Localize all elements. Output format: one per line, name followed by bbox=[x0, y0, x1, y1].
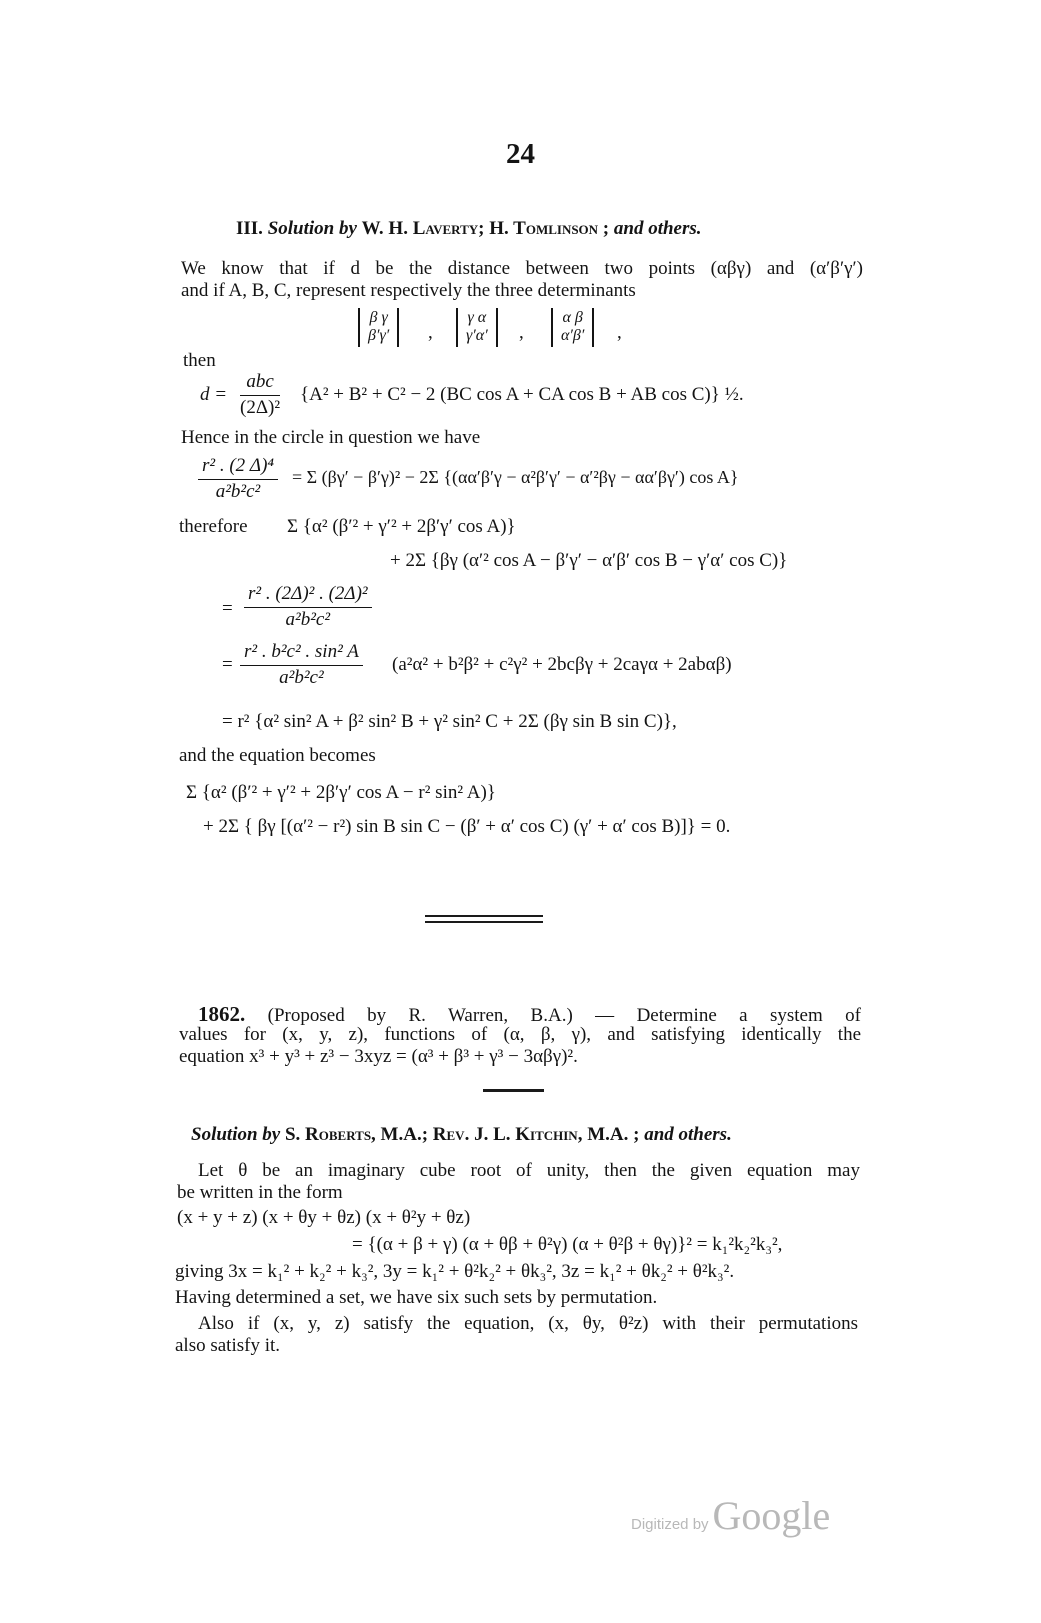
equation-5-rhs: (a²α² + b²β² + c²γ² + 2bcβγ + 2caγα + 2abαβ) bbox=[392, 654, 732, 675]
problem-text: (Proposed by R. Warren, B.A.) — Determine a system of bbox=[267, 1005, 861, 1026]
paragraph-line: and the equation becomes bbox=[179, 745, 376, 766]
heading-authors: W. H. Laverty; H. Tomlinson ; bbox=[361, 218, 610, 239]
equation-2-fraction bbox=[198, 455, 278, 503]
problem-number: 1862. bbox=[198, 1002, 246, 1026]
equation-d-rhs: {A² + B² + C² − 2 (BC cos A + CA cos B + AB cos C)} ½. bbox=[300, 384, 744, 405]
heading-others: and others. bbox=[613, 218, 702, 239]
det-bottom: γ′α′ bbox=[466, 327, 488, 345]
det-top: γ α bbox=[467, 309, 487, 326]
equation-giving: giving 3x = k₁² + k₂² + k₃², 3y = k₁² + θ²k₂² + θk₃², 3z = k₁² + θk₂² + θ²k₃². bbox=[175, 1261, 735, 1282]
det-bottom: α′β′ bbox=[561, 327, 585, 345]
comma: , bbox=[428, 322, 433, 343]
separator-rule-bottom bbox=[425, 921, 543, 923]
paragraph-line: also satisfy it. bbox=[175, 1335, 281, 1356]
text-therefore: therefore bbox=[179, 516, 248, 537]
equation-roberts-1: (x + y + z) (x + θy + θz) (x + θ²y + θz) bbox=[177, 1207, 471, 1228]
determinant-2 bbox=[456, 308, 498, 347]
solution-roberts-heading bbox=[191, 1124, 732, 1146]
problem-1862-line3: equation x³ + y³ + z³ − 3xyz = (α³ + β³ + γ³ − 3αβγ)². bbox=[179, 1046, 578, 1067]
equation-7: Σ {α² (β′² + γ′² + 2β′γ′ cos A − r² sin² A)} bbox=[186, 782, 496, 803]
det-bottom: β′γ′ bbox=[368, 327, 390, 345]
equation-4-equals: = bbox=[222, 598, 233, 619]
paragraph-line: We know that if d be the distance between two points (αβγ) and (α′β′γ′) bbox=[181, 258, 863, 279]
equation-d-lhs: d = bbox=[200, 384, 228, 405]
equation-2-rhs: = Σ (βγ′ − β′γ)² − 2Σ {(αα′β′γ − α²β′γ′ − α′²βγ − αα′βγ′) cos A} bbox=[292, 467, 739, 487]
equation-3b: + 2Σ {βγ (α′² cos A − β′γ′ − α′β′ cos B − γ′α′ cos C)} bbox=[390, 550, 788, 571]
determinant-3 bbox=[551, 308, 594, 347]
fraction-denominator: a²b²c² bbox=[285, 609, 331, 630]
heading-others: and others. bbox=[644, 1124, 732, 1145]
fraction-numerator: abc bbox=[240, 371, 280, 396]
fraction-denominator: a²b²c² bbox=[279, 667, 324, 688]
equation-8: + 2Σ { βγ [(α′² − r²) sin B sin C − (β′ + α′ cos C) (γ′ + α′ cos B)]} = 0. bbox=[203, 816, 731, 837]
digitized-by-google-watermark bbox=[631, 1492, 830, 1539]
equation-6: = r² {α² sin² A + β² sin² B + γ² sin² C + 2Σ (βγ sin B sin C)}, bbox=[222, 711, 677, 732]
fraction-numerator: r² . (2Δ)² . (2Δ)² bbox=[244, 583, 372, 608]
paragraph-line: be written in the form bbox=[177, 1182, 343, 1203]
page-number: 24 bbox=[506, 138, 535, 170]
digitized-by-text: Digitized by bbox=[631, 1516, 709, 1533]
paragraph-line: Let θ be an imaginary cube root of unity, then the given equation may bbox=[198, 1160, 860, 1181]
equation-5-equals: = bbox=[222, 654, 233, 675]
det-top: α β bbox=[562, 309, 583, 326]
heading-solution-by: Solution by bbox=[267, 218, 357, 239]
paragraph-line: Hence in the circle in question we have bbox=[181, 427, 481, 448]
determinant-1 bbox=[358, 308, 399, 347]
equation-d-fraction bbox=[240, 371, 280, 419]
text-then: then bbox=[183, 350, 216, 371]
equation-roberts-2: = {(α + β + γ) (α + θβ + θ²γ) (α + θ²β + θγ)}² = k₁²k₂²k₃², bbox=[352, 1234, 783, 1255]
problem-1862-line2: values for (x, y, z), functions of (α, β, γ), and satisfying identically the bbox=[179, 1024, 861, 1045]
solution-iii-heading bbox=[236, 218, 702, 240]
heading-authors: S. Roberts, M.A.; Rev. J. L. Kitchin, M.A. ; bbox=[284, 1124, 640, 1145]
short-rule bbox=[483, 1089, 544, 1092]
comma: , bbox=[617, 322, 622, 343]
separator-rule-top bbox=[425, 915, 543, 917]
google-logo: Google bbox=[712, 1493, 831, 1538]
heading-numeral: III. bbox=[236, 218, 263, 239]
fraction-denominator: a²b²c² bbox=[215, 481, 261, 502]
equation-4-fraction bbox=[244, 583, 372, 631]
det-top: β γ bbox=[369, 309, 388, 326]
equation-3a: Σ {α² (β′² + γ′² + 2β′γ′ cos A)} bbox=[287, 516, 516, 537]
comma: , bbox=[519, 322, 524, 343]
fraction-denominator: (2Δ)² bbox=[240, 397, 281, 418]
equation-5-fraction bbox=[240, 641, 363, 689]
fraction-numerator: r² . (2 Δ)⁴ bbox=[198, 455, 278, 480]
fraction-numerator: r² . b²c² . sin² A bbox=[240, 641, 363, 666]
paragraph-line: and if A, B, C, represent respectively the three determinants bbox=[181, 280, 636, 301]
paragraph-line: Having determined a set, we have six such sets by permutation. bbox=[175, 1287, 658, 1308]
paragraph-line: Also if (x, y, z) satisfy the equation, (x, θy, θ²z) with their permutations bbox=[198, 1313, 858, 1334]
heading-solution-by: Solution by bbox=[191, 1124, 281, 1145]
